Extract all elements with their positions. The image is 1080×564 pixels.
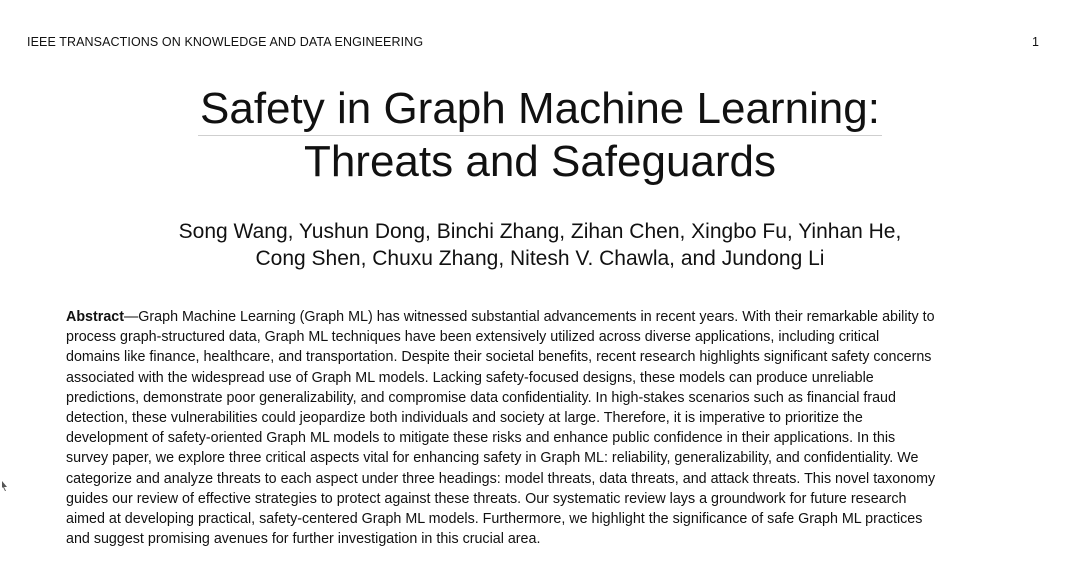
- abstract-line: process graph-structured data, Graph ML techniques have been extensively utilized across diverse applications, including critical: [66, 329, 880, 346]
- abstract-line: detection, these vulnerabilities could jeopardize both individuals and society at large. Therefore, it is imperative to prioritize the: [66, 410, 863, 427]
- abstract-line: survey paper, we explore three critical aspects vital for enhancing safety in Graph ML: reliability, generalizability, and confidentiality. We: [66, 450, 919, 467]
- abstract-line: associated with the widespread use of Graph ML models. Lacking safety-focused designs, these models can produce unreliable: [66, 369, 874, 386]
- abstract-line: guides our review of effective strategies to protect against these threats. Our systematic review lays a groundwork for future research: [66, 490, 907, 507]
- abstract-line: and suggest promising avenues for further investigation in this crucial area.: [66, 531, 541, 548]
- cursor-fragment-icon: [2, 481, 8, 491]
- author-list: [0, 218, 1080, 272]
- abstract-line: [66, 307, 1016, 327]
- title-line-2: Threats and Safeguards: [303, 137, 777, 186]
- abstract: [66, 307, 1016, 549]
- paper-title: [0, 84, 1080, 188]
- abstract-line: domains like finance, healthcare, and transportation. Despite their societal benefits, recent research highlights significant safety concerns: [66, 349, 932, 366]
- abstract-line: predictions, demonstrate poor generalizability, and compromise data confidentiality. In high-stakes scenarios such as financial fraud: [66, 389, 896, 406]
- abstract-line: aimed at developing practical, safety-centered Graph ML models. Furthermore, we highlight the significance of safe Graph ML practices: [66, 511, 923, 528]
- abstract-label: Abstract: [66, 309, 124, 325]
- page-number: 1: [1032, 35, 1039, 49]
- author-line-1: Song Wang, Yushun Dong, Binchi Zhang, Zihan Chen, Xingbo Fu, Yinhan He,: [178, 220, 902, 243]
- title-line-1: Safety in Graph Machine Learning:: [198, 84, 882, 136]
- abstract-line-text: —Graph Machine Learning (Graph ML) has witnessed substantial advancements in recent years. With their remarkable ability to: [124, 309, 935, 325]
- running-header: IEEE TRANSACTIONS ON KNOWLEDGE AND DATA ENGINEERING: [27, 35, 424, 49]
- abstract-line: development of safety-oriented Graph ML models to mitigate these risks and enhance public confidence in their applications. In this: [66, 430, 896, 447]
- abstract-line: categorize and analyze threats to each aspect under three headings: model threats, data threats, and attack threats. This novel taxonomy: [66, 470, 936, 487]
- author-line-2: Cong Shen, Chuxu Zhang, Nitesh V. Chawla, and Jundong Li: [255, 247, 825, 270]
